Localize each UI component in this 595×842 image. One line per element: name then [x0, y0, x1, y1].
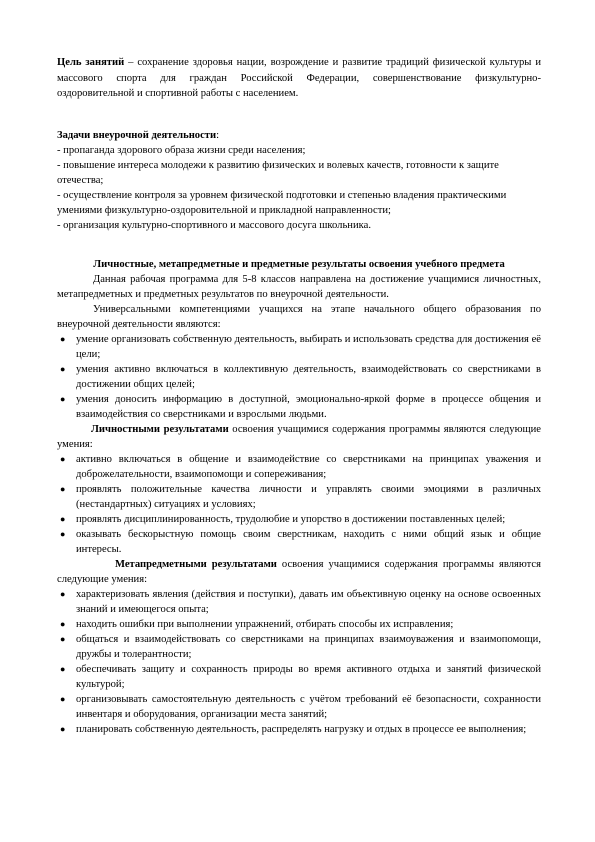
list-item [57, 527, 541, 557]
list-item-text: проявлять положительные качества личности и управлять своими эмоциями в различных (нестандартных) ситуациях и условиях; [76, 483, 541, 510]
bullet-icon: ● [60, 393, 66, 404]
goal-paragraph [57, 55, 541, 102]
bullet-icon: ● [60, 363, 66, 374]
list-item-text: умение организовать собственную деятельность, выбирать и использовать средства для достижения её цели; [76, 333, 541, 360]
bullet-icon: ● [60, 693, 66, 704]
bullet-icon: ● [60, 618, 66, 629]
goal-text: – сохранение здоровья нации, возрождение и развитие традиций физической культуры и массового спорта для граждан Российской Федерации, совершенствование физкультурно-оздоровительной и спортивной работы с населением. [57, 57, 542, 99]
task-item: - пропаганда здорового образа жизни среди населения; [57, 144, 306, 156]
list-item [57, 452, 541, 482]
task-item: - организация культурно-спортивного и массового досуга школьника. [57, 219, 371, 231]
universal-intro: Универсальными компетенциями учащихся на этапе начального общего образования по внеурочной деятельности являются: [57, 303, 541, 330]
results-intro: Данная рабочая программа для 5-8 классов направлена на достижение учащимися личностных, метапредметных и предметных результатов по внеурочной деятельности. [57, 273, 541, 300]
tasks-label: Задачи внеурочной деятельности [57, 129, 217, 141]
personal-label: Личностными результатами [91, 423, 229, 435]
personal-list [57, 452, 541, 557]
goal-label: Цель занятий [57, 57, 125, 68]
universal-list [57, 332, 541, 422]
list-item [57, 482, 541, 512]
meta-list [57, 587, 541, 737]
list-item-text: проявлять дисциплинированность, трудолюбие и упорство в достижении поставленных целей; [76, 513, 506, 525]
task-item: - повышение интереса молодежи к развитию физических и волевых качеств, готовности к защите отечества; [57, 159, 499, 186]
list-item-text: находить ошибки при выполнении упражнений, отбирать способы их исправления; [76, 618, 454, 630]
list-item-text: активно включаться в общение и взаимодействие со сверстниками на принципах уважения и доброжелательности, взаимопомощи и сопереживания; [76, 453, 541, 480]
spacer [57, 102, 541, 128]
task-item: - осуществление контроля за уровнем физической подготовки и степенью владения практическими умениями физкультурно-оздоровительной и прикладной направленности; [57, 189, 507, 216]
list-item-text: умения активно включаться в коллективную деятельность, взаимодействовать со сверстниками в достижении общих целей; [76, 363, 541, 390]
list-item [57, 692, 541, 722]
tasks-heading [57, 128, 541, 143]
list-item-text: общаться и взаимодействовать со сверстниками на принципах взаимоуважения и взаимопомощи, дружбы и толерантности; [76, 633, 541, 660]
bullet-icon: ● [60, 588, 66, 599]
meta-rest: освоения учащимися содержания программы являются следующие умения: [57, 558, 542, 585]
bullet-icon: ● [60, 453, 66, 464]
tasks-colon: : [216, 129, 220, 141]
bullet-icon: ● [60, 663, 66, 674]
bullet-icon: ● [60, 528, 66, 539]
list-item [57, 662, 541, 692]
bullet-icon: ● [60, 333, 66, 344]
bullet-icon: ● [60, 723, 66, 734]
meta-label: Метапредметными результатами [115, 558, 277, 570]
list-item [57, 512, 541, 527]
personal-intro [57, 422, 541, 452]
list-item [57, 587, 541, 617]
list-item [57, 617, 541, 632]
list-item [57, 722, 541, 737]
list-item [57, 392, 541, 422]
list-item [57, 362, 541, 392]
list-item-text: оказывать бескорыстную помощь своим сверстникам, находить с ними общий язык и общие интересы. [76, 528, 541, 555]
personal-rest: освоения учащимися содержания программы являются следующие умения: [57, 423, 542, 450]
list-item-text: умения доносить информацию в доступной, эмоционально-яркой форме в процессе общения и взаимодействия со сверстниками и взрослыми людьми. [76, 393, 541, 420]
results-title: Личностные, метапредметные и предметные результаты освоения учебного предмета [93, 258, 505, 270]
meta-intro [57, 557, 541, 587]
list-item [57, 332, 541, 362]
list-item-text: обеспечивать защиту и сохранность природы во время активного отдыха и занятий физической культурой; [76, 663, 541, 690]
list-item-text: планировать собственную деятельность, распределять нагрузку и отдых в процессе ее выполнения; [76, 723, 527, 735]
bullet-icon: ● [60, 513, 66, 524]
spacer [57, 233, 541, 257]
list-item-text: характеризовать явления (действия и поступки), давать им объективную оценку на основе освоенных знаний и имеющегося опыта; [76, 588, 541, 615]
bullet-icon: ● [60, 633, 66, 644]
list-item [57, 632, 541, 662]
document-page [57, 55, 541, 737]
list-item-text: организовывать самостоятельную деятельность с учётом требований её безопасности, сохранности инвентаря и оборудования, организации места занятий; [76, 693, 541, 720]
bullet-icon: ● [60, 483, 66, 494]
